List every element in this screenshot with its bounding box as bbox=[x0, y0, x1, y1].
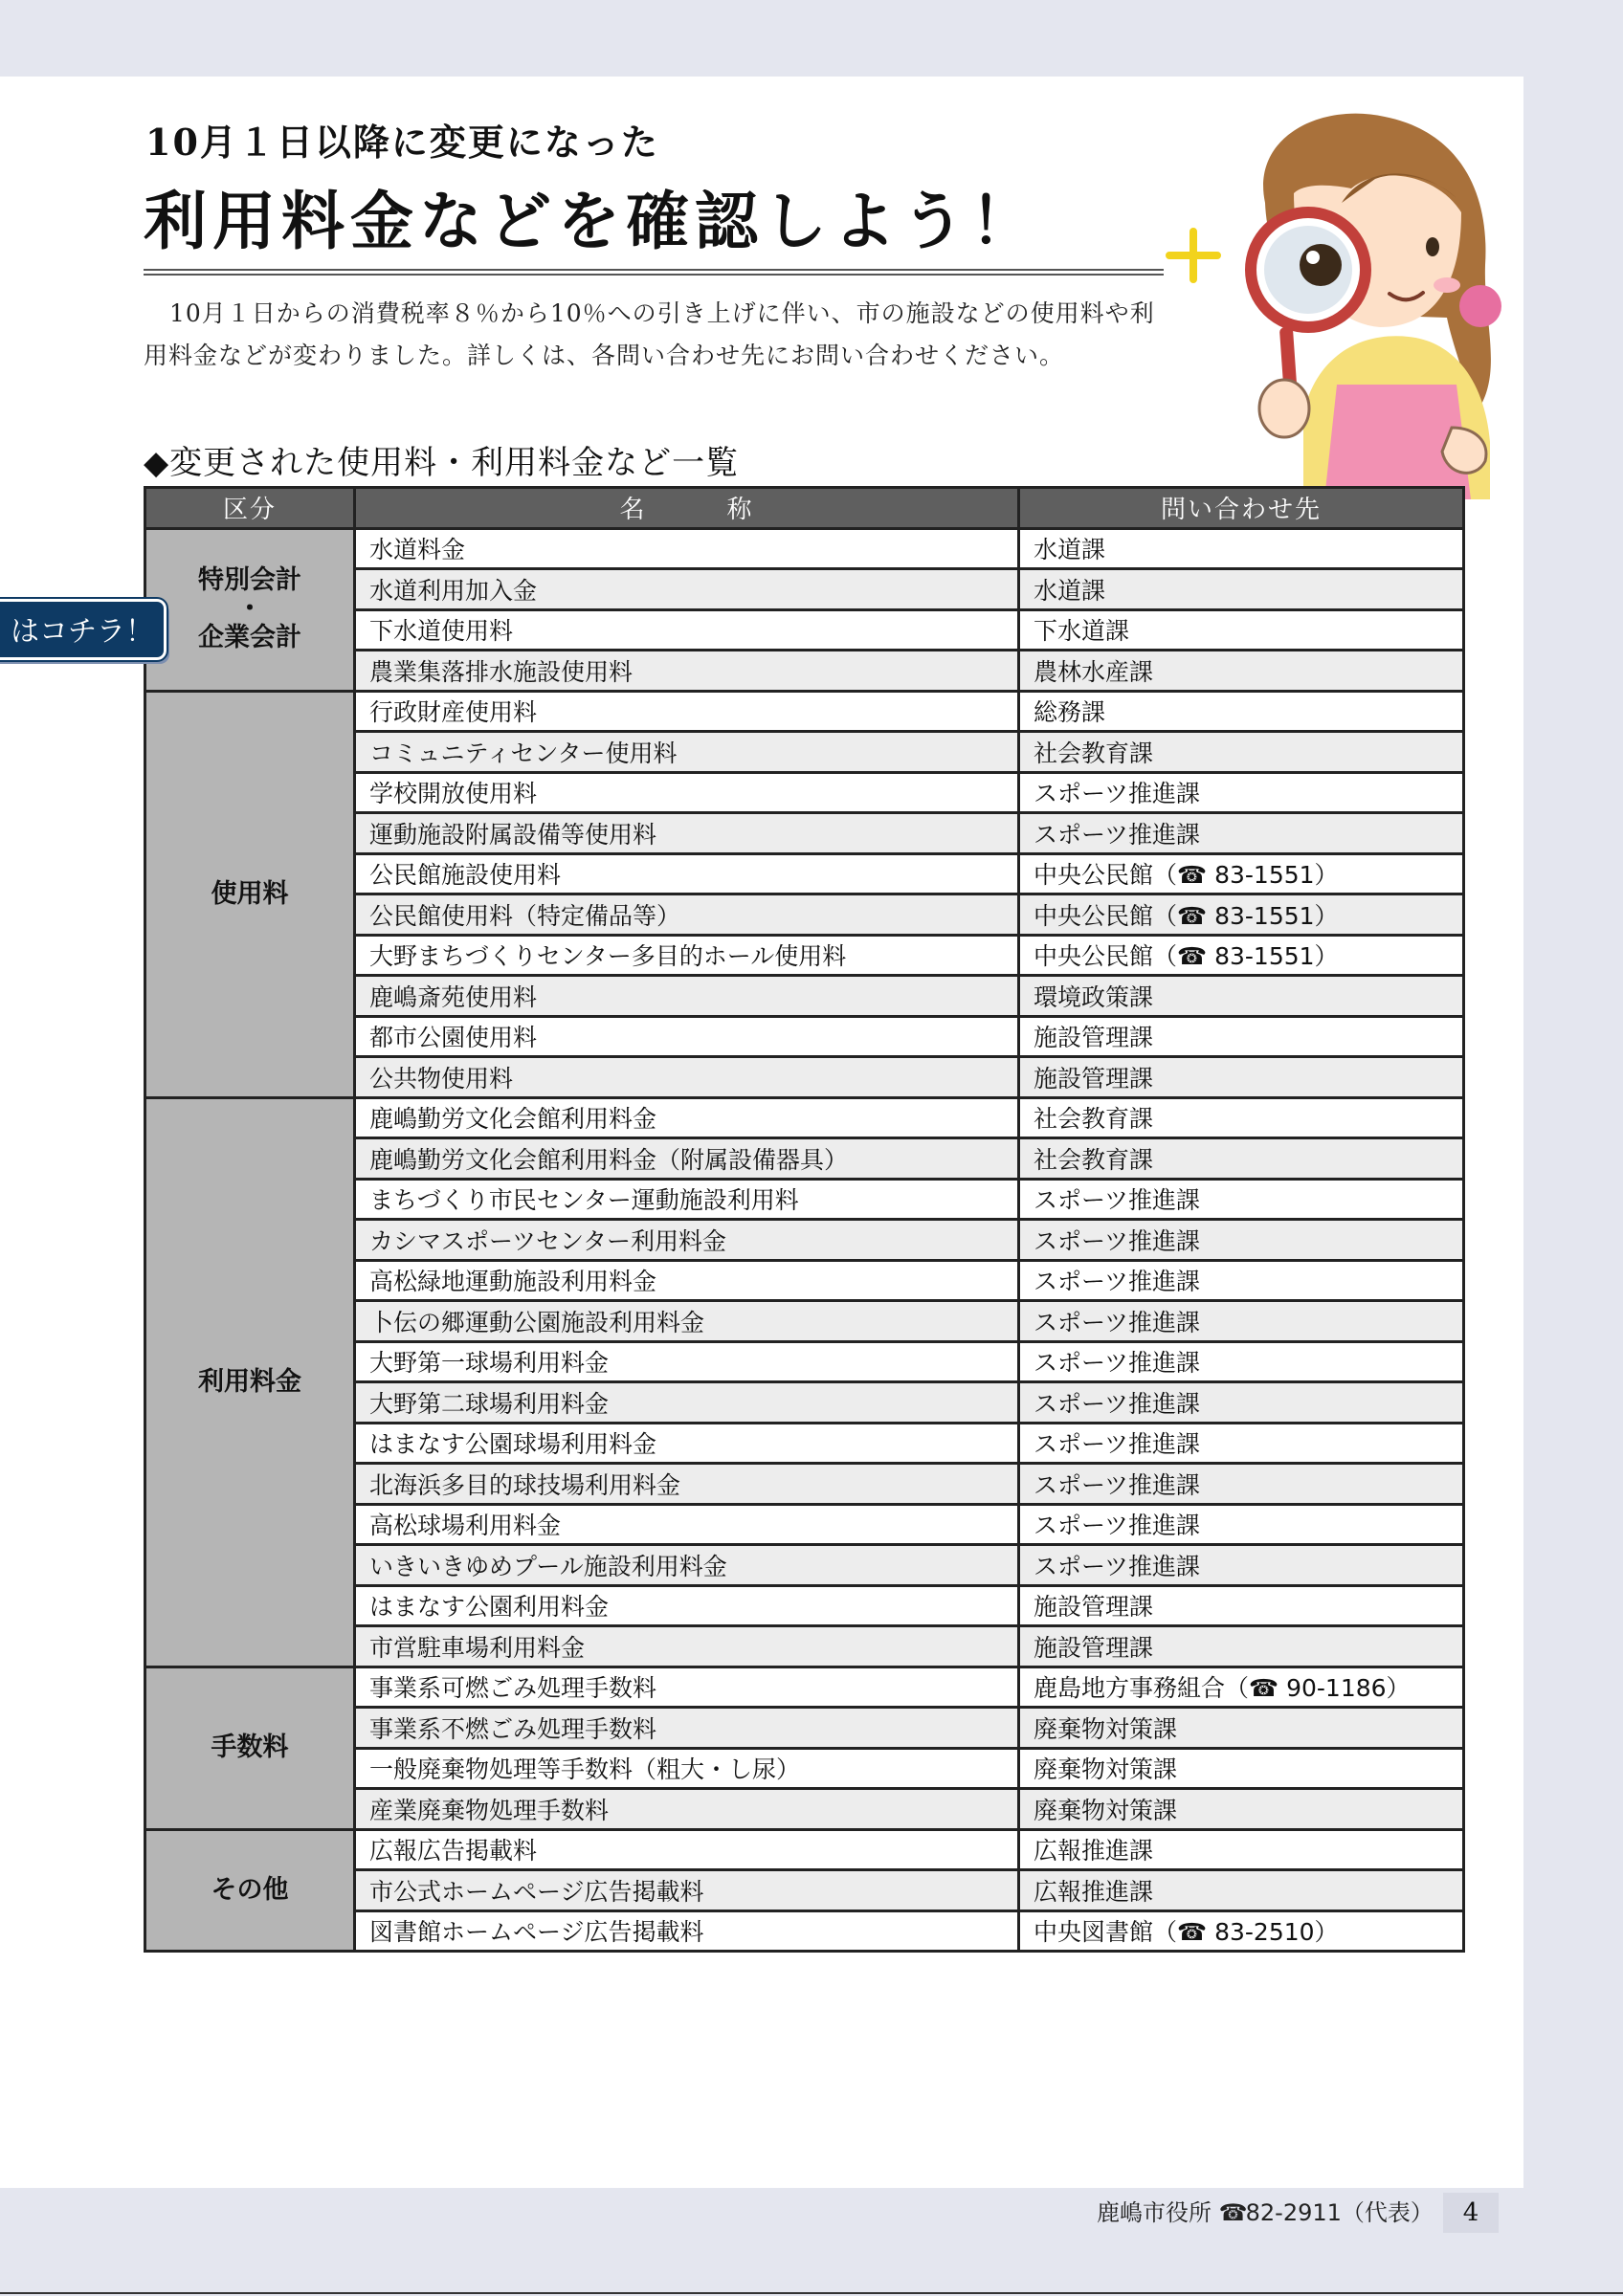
contact-cell: 水道課 bbox=[1019, 569, 1464, 610]
contact-cell: スポーツ推進課 bbox=[1019, 772, 1464, 813]
fee-name: 高松球場利用料金 bbox=[355, 1504, 1019, 1545]
fee-name: 運動施設附属設備等使用料 bbox=[355, 813, 1019, 854]
footer-phone: 82-2911（代表） bbox=[1245, 2199, 1434, 2226]
page-subtitle: 10月１日以降に変更になった bbox=[145, 121, 659, 164]
fee-name: 鹿嶋勤労文化会館利用料金（附属設備器具） bbox=[355, 1138, 1019, 1180]
footer-office: 鹿嶋市役所 bbox=[1097, 2199, 1212, 2226]
contact-cell: 社会教育課 bbox=[1019, 1097, 1464, 1138]
contact-cell: スポーツ推進課 bbox=[1019, 1504, 1464, 1545]
category-label: 特別会計 bbox=[198, 565, 301, 595]
sparkle-icon bbox=[1169, 232, 1217, 279]
footer-contact bbox=[1097, 2193, 1434, 2233]
contact-cell: 広報推進課 bbox=[1019, 1829, 1464, 1870]
fee-name: 図書館ホームページ広告掲載料 bbox=[355, 1910, 1019, 1952]
contact-cell: スポーツ推進課 bbox=[1019, 1423, 1464, 1464]
fee-name: はまなす公園利用料金 bbox=[355, 1585, 1019, 1626]
table-row bbox=[145, 691, 1464, 732]
fee-name: 事業系不燃ごみ処理手数料 bbox=[355, 1708, 1019, 1749]
contact-cell: スポーツ推進課 bbox=[1019, 1301, 1464, 1342]
contact-cell: 廃棄物対策課 bbox=[1019, 1708, 1464, 1749]
fee-name: 都市公園使用料 bbox=[355, 1016, 1019, 1057]
list-heading: ◆変更された使用料・利用料金など一覧 bbox=[144, 444, 740, 482]
page-title: 利用料金などを確認しよう！ bbox=[144, 184, 1039, 258]
contact-cell: 廃棄物対策課 bbox=[1019, 1748, 1464, 1789]
contact-cell: スポーツ推進課 bbox=[1019, 1179, 1464, 1220]
contact-cell: スポーツ推進課 bbox=[1019, 1341, 1464, 1382]
fee-name: 鹿嶋勤労文化会館利用料金 bbox=[355, 1097, 1019, 1138]
contact-cell: スポーツ推進課 bbox=[1019, 813, 1464, 854]
contact-cell: 中央公民館（☎ 83-1551） bbox=[1019, 935, 1464, 976]
category-label: 企業会計 bbox=[198, 623, 301, 652]
fee-name: 一般廃棄物処理等手数料（粗大・し尿） bbox=[355, 1748, 1019, 1789]
fee-name: 公民館施設使用料 bbox=[355, 853, 1019, 894]
contact-cell: 環境政策課 bbox=[1019, 976, 1464, 1017]
table-row bbox=[145, 1667, 1464, 1708]
table-row bbox=[145, 1097, 1464, 1138]
table-body bbox=[145, 528, 1464, 1952]
category-cell bbox=[145, 528, 355, 691]
category-cell: 手数料 bbox=[145, 1667, 355, 1829]
contact-cell: 鹿島地方事務組合（☎ 90-1186） bbox=[1019, 1667, 1464, 1708]
contact-cell: 施設管理課 bbox=[1019, 1016, 1464, 1057]
fee-name: 鹿嶋斎苑使用料 bbox=[355, 976, 1019, 1017]
girl-with-magnifier-illustration bbox=[1160, 98, 1523, 499]
intro-paragraph: 10月１日からの消費税率８％から10％への引き上げに伴い、市の施設などの使用料や利用料金などが変わりました。詳しくは、各問い合わせ先にお問い合わせください。 bbox=[144, 299, 1155, 369]
contact-cell: スポーツ推進課 bbox=[1019, 1260, 1464, 1301]
fee-name: 下水道使用料 bbox=[355, 609, 1019, 651]
fee-name: 学校開放使用料 bbox=[355, 772, 1019, 813]
fee-name: 公共物使用料 bbox=[355, 1057, 1019, 1098]
contact-cell: 水道課 bbox=[1019, 528, 1464, 569]
fee-name: カシマスポーツセンター利用料金 bbox=[355, 1220, 1019, 1261]
fee-name: いきいきゆめプール施設利用料金 bbox=[355, 1545, 1019, 1586]
fee-name: 広報広告掲載料 bbox=[355, 1829, 1019, 1870]
contact-cell: スポーツ推進課 bbox=[1019, 1382, 1464, 1424]
contact-cell: 下水道課 bbox=[1019, 609, 1464, 651]
fee-name: 市公式ホームページ広告掲載料 bbox=[355, 1870, 1019, 1911]
fee-name: 農業集落排水施設使用料 bbox=[355, 651, 1019, 692]
fee-name: 水道料金 bbox=[355, 528, 1019, 569]
contact-cell: 社会教育課 bbox=[1019, 732, 1464, 773]
category-cell: 使用料 bbox=[145, 691, 355, 1097]
column-header-name: 名 称 bbox=[355, 488, 1019, 529]
contact-cell: スポーツ推進課 bbox=[1019, 1220, 1464, 1261]
fee-name: 市営駐車場利用料金 bbox=[355, 1626, 1019, 1667]
contact-cell: 施設管理課 bbox=[1019, 1585, 1464, 1626]
contact-cell: 中央図書館（☎ 83-2510） bbox=[1019, 1910, 1464, 1952]
table-row bbox=[145, 1829, 1464, 1870]
fee-name: まちづくり市民センター運動施設利用料 bbox=[355, 1179, 1019, 1220]
fee-name: 事業系可燃ごみ処理手数料 bbox=[355, 1667, 1019, 1708]
fee-table bbox=[144, 486, 1465, 1953]
fee-name: 卜伝の郷運動公園施設利用料金 bbox=[355, 1301, 1019, 1342]
fee-name: はまなす公園球場利用料金 bbox=[355, 1423, 1019, 1464]
fee-name: コミュニティセンター使用料 bbox=[355, 732, 1019, 773]
fee-name: 公民館使用料（特定備品等） bbox=[355, 894, 1019, 936]
table-header-row bbox=[145, 488, 1464, 529]
column-header-category: 区分 bbox=[145, 488, 355, 529]
contact-cell: 施設管理課 bbox=[1019, 1057, 1464, 1098]
category-cell: 利用料金 bbox=[145, 1097, 355, 1667]
document-page bbox=[0, 77, 1523, 2188]
category-label-separator: ・ bbox=[236, 594, 263, 624]
fee-name: 高松緑地運動施設利用料金 bbox=[355, 1260, 1019, 1301]
side-tab-link[interactable]: はコチラ！ bbox=[0, 599, 167, 660]
table-row bbox=[145, 528, 1464, 569]
contact-cell: 農林水産課 bbox=[1019, 651, 1464, 692]
contact-cell: スポーツ推進課 bbox=[1019, 1464, 1464, 1505]
contact-cell: 廃棄物対策課 bbox=[1019, 1789, 1464, 1830]
fee-name: 大野まちづくりセンター多目的ホール使用料 bbox=[355, 935, 1019, 976]
fee-name: 産業廃棄物処理手数料 bbox=[355, 1789, 1019, 1830]
fee-name: 水道利用加入金 bbox=[355, 569, 1019, 610]
fee-name: 大野第一球場利用料金 bbox=[355, 1341, 1019, 1382]
fee-name: 行政財産使用料 bbox=[355, 691, 1019, 732]
fee-name: 大野第二球場利用料金 bbox=[355, 1382, 1019, 1424]
page-number: 4 bbox=[1443, 2193, 1499, 2233]
bottom-divider bbox=[0, 2292, 1623, 2294]
category-cell: その他 bbox=[145, 1829, 355, 1952]
phone-icon: ☎ bbox=[1218, 2199, 1248, 2226]
contact-cell: 広報推進課 bbox=[1019, 1870, 1464, 1911]
contact-cell: 社会教育課 bbox=[1019, 1138, 1464, 1180]
contact-cell: 中央公民館（☎ 83-1551） bbox=[1019, 853, 1464, 894]
fee-name: 北海浜多目的球技場利用料金 bbox=[355, 1464, 1019, 1505]
contact-cell: 総務課 bbox=[1019, 691, 1464, 732]
contact-cell: 中央公民館（☎ 83-1551） bbox=[1019, 894, 1464, 936]
column-header-contact: 問い合わせ先 bbox=[1019, 488, 1464, 529]
title-divider bbox=[144, 269, 1164, 276]
contact-cell: 施設管理課 bbox=[1019, 1626, 1464, 1667]
contact-cell: スポーツ推進課 bbox=[1019, 1545, 1464, 1586]
